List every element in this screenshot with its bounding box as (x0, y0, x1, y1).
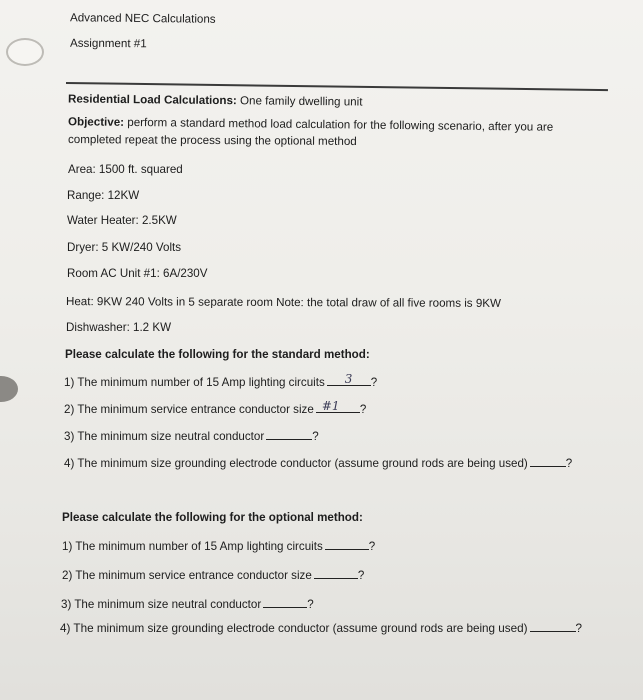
standard-q2-text: 2) The minimum service entrance conductor size (64, 403, 314, 416)
optional-q4-blank[interactable] (530, 621, 576, 632)
standard-q1-blank[interactable] (327, 372, 371, 386)
spec-area: Area: 1500 ft. squared (68, 163, 183, 176)
optional-q2-text: 2) The minimum service entrance conductor size (62, 569, 312, 582)
objective-line2: completed repeat the process using the optional method (67, 132, 357, 149)
section-title-rest: One family dwelling unit (236, 94, 363, 109)
standard-q4 (64, 456, 572, 471)
standard-q4-blank[interactable] (530, 456, 566, 467)
optional-q3-text: 3) The minimum size neutral conductor (61, 598, 262, 611)
standard-q2-qmark: ? (359, 403, 367, 416)
standard-q1-handwritten: 3 (344, 372, 353, 386)
standard-q3-blank[interactable] (266, 429, 312, 440)
standard-q3-qmark: ? (312, 430, 319, 443)
spec-dryer: Dryer: 5 KW/240 Volts (67, 241, 182, 254)
optional-q3-blank[interactable] (263, 597, 307, 608)
optional-q4-qmark: ? (575, 622, 583, 635)
standard-q1-qmark: ? (370, 376, 378, 389)
optional-q4-text: 4) The minimum size grounding electrode conductor (assume ground rods are being used) (60, 622, 528, 635)
optional-q1 (62, 539, 375, 554)
standard-q3-text: 3) The minimum size neutral conductor (64, 430, 265, 443)
objective-text: perform a standard method load calculation for the following scenario, after you are (124, 115, 554, 134)
standard-q1-text: 1) The minimum number of 15 Amp lighting circuits (64, 376, 325, 389)
standard-heading: Please calculate the following for the standard method: (65, 348, 370, 361)
standard-q3 (64, 429, 319, 444)
optional-q4 (60, 621, 582, 636)
section-title-bold: Residential Load Calculations: (67, 92, 237, 108)
spec-range: Range: 12KW (67, 189, 140, 202)
standard-q4-text: 4) The minimum size grounding electrode conductor (assume ground rods are being used) (64, 457, 528, 470)
optional-q3 (61, 597, 314, 612)
objective-label: Objective: (67, 115, 125, 129)
spec-heat: Heat: 9KW 240 Volts in 5 separate room Note: the total draw of all five rooms is 9KW (65, 295, 501, 310)
spec-ac-unit: Room AC Unit #1: 6A/230V (67, 267, 208, 280)
spec-dishwasher: Dishwasher: 1.2 KW (66, 321, 172, 334)
punch-hole (6, 38, 44, 66)
optional-q2-qmark: ? (357, 569, 365, 582)
optional-q1-blank[interactable] (325, 539, 369, 550)
spec-water-heater: Water Heater: 2.5KW (67, 214, 177, 227)
standard-q2-handwritten: #1 (321, 399, 340, 413)
course-title: Advanced NEC Calculations (69, 11, 216, 26)
optional-q1-text: 1) The minimum number of 15 Amp lighting circuits (62, 540, 323, 553)
standard-q2-blank[interactable] (316, 399, 360, 413)
optional-heading: Please calculate the following for the optional method: (62, 511, 363, 524)
optional-q2-blank[interactable] (314, 568, 358, 579)
standard-q1 (64, 372, 378, 390)
standard-q4-qmark: ? (565, 457, 573, 470)
optional-q2 (62, 568, 364, 583)
assignment-number: Assignment #1 (69, 36, 147, 51)
standard-q2 (64, 399, 367, 417)
optional-q1-qmark: ? (368, 540, 376, 553)
optional-q3-qmark: ? (307, 598, 314, 611)
